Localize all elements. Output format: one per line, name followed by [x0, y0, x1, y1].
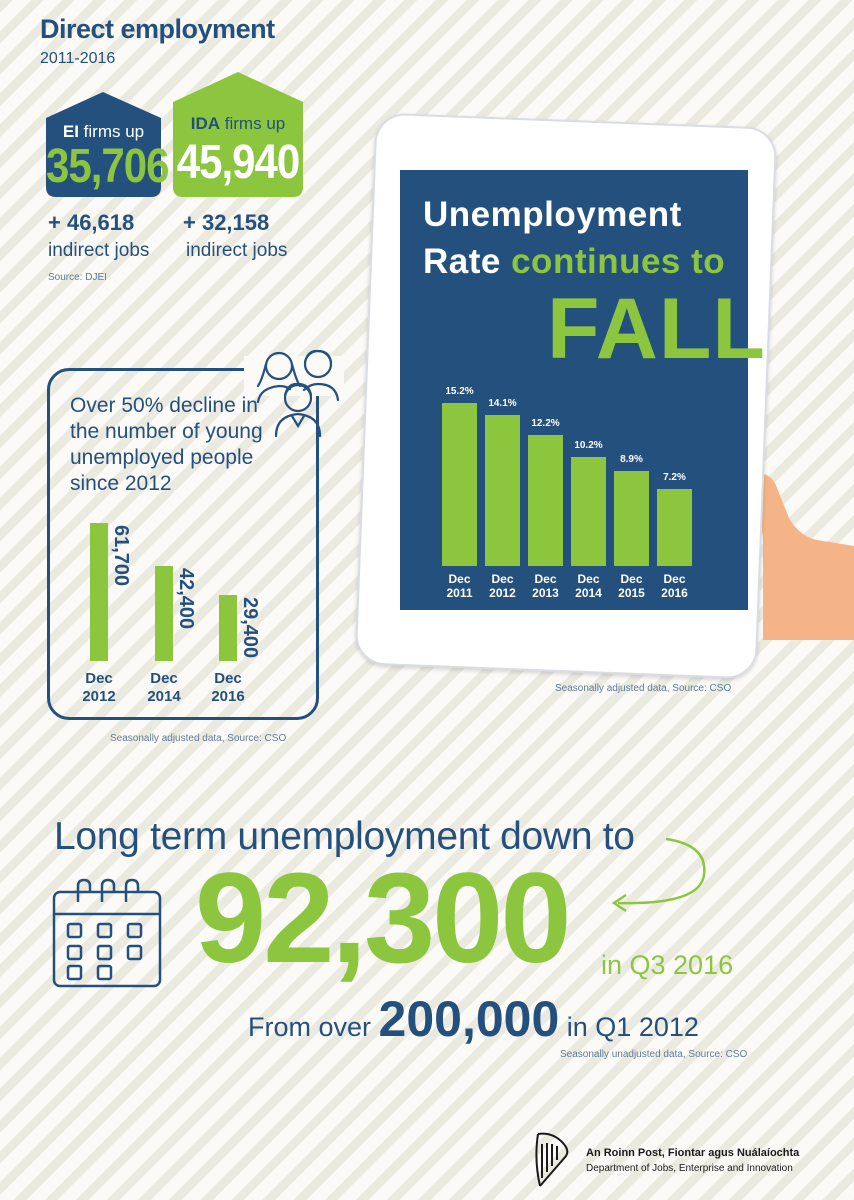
department-name-english: Department of Jobs, Enterprise and Innovation	[586, 1163, 793, 1174]
from-value: 200,000	[378, 991, 560, 1047]
youth-bar	[219, 595, 237, 661]
youth-bar-label: Dec 2014	[147, 670, 181, 705]
rate-bar-category: Dec 2013	[532, 572, 559, 600]
long-term-number: 92,300	[195, 847, 569, 990]
rate-bar-value: 8.9%	[620, 454, 643, 465]
ida-indirect-label: indirect jobs	[186, 240, 288, 261]
rate-bar-value: 10.2%	[574, 440, 603, 451]
ei-indirect-label: indirect jobs	[48, 240, 150, 261]
rate-bar	[657, 489, 692, 566]
youth-bar-label: Dec 2012	[82, 670, 116, 705]
ei-label: EI firms up	[62, 122, 145, 141]
harp-icon	[530, 1130, 572, 1190]
youth-bar-value: 42,400	[175, 568, 197, 630]
calendar-icon	[52, 878, 162, 990]
curved-arrow-icon	[604, 835, 712, 915]
long-term-heading: Long term unemployment down to	[54, 815, 635, 858]
long-term-source: Seasonally unadjusted data, Source: CSO	[560, 1049, 748, 1060]
rate-bar-category: Dec 2011	[446, 572, 473, 600]
from-line: From over 200,000 in Q1 2012	[248, 991, 699, 1047]
youth-bar	[155, 566, 173, 661]
ei-indirect-value: + 46,618	[48, 210, 135, 235]
ida-badge	[173, 72, 303, 197]
youth-bar-value: 61,700	[110, 525, 132, 587]
rate-bar-category: Dec 2012	[489, 572, 516, 600]
department-name-irish: An Roinn Post, Fiontar agus Nuálaíochta	[586, 1147, 800, 1159]
ida-value: 45,940	[176, 134, 300, 189]
rate-bar-category: Dec 2014	[575, 572, 602, 600]
rate-bar-category: Dec 2016	[661, 572, 688, 600]
rate-bar-value: 15.2%	[445, 386, 474, 397]
rate-bar-category: Dec 2015	[618, 572, 645, 600]
rate-bar-value: 7.2%	[663, 472, 686, 483]
youth-bar	[90, 523, 108, 661]
ei-value: 35,706	[46, 138, 169, 193]
rate-bar-value: 14.1%	[488, 398, 517, 409]
youth-bar-label: Dec 2016	[211, 670, 245, 705]
chart-source: Seasonally adjusted data, Source: CSO	[555, 683, 732, 694]
youth-decline-text: Over 50% decline in the number of young unemployed people since 2012	[70, 394, 263, 495]
rate-bar	[442, 403, 477, 566]
ida-indirect-value: + 32,158	[183, 210, 270, 235]
page-title: Direct employment	[40, 14, 275, 44]
long-term-period: in Q3 2016	[601, 950, 734, 980]
rate-bar-value: 12.2%	[531, 418, 560, 429]
direct-source: Source: DJEI	[48, 272, 107, 283]
page-subtitle: 2011-2016	[40, 50, 116, 67]
ida-label: IDA firms up	[190, 114, 286, 133]
rate-bar	[485, 415, 520, 566]
youth-source: Seasonally adjusted data, Source: CSO	[110, 733, 287, 744]
ei-badge	[46, 92, 169, 197]
rate-bar	[528, 435, 563, 566]
chart-title-line1: Unemployment	[423, 195, 682, 234]
youth-bar-value: 29,400	[239, 597, 261, 659]
rate-bar	[571, 457, 606, 566]
chart-title-line2: Rate continues to	[423, 242, 726, 281]
rate-bar	[614, 471, 649, 566]
chart-title-fall: FALL	[547, 281, 766, 377]
